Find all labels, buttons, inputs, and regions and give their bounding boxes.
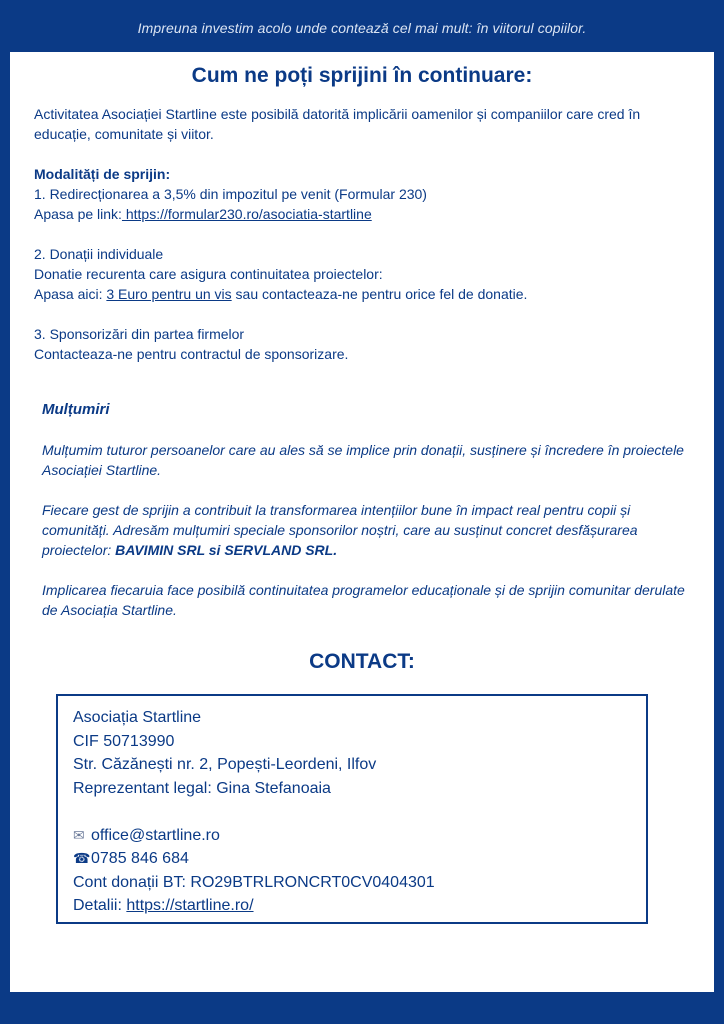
- support-item-1-title: 1. Redirecționarea a 3,5% din impozitul pe venit (Formular 230): [34, 186, 427, 202]
- thanks-paragraph-1: Mulțumim tuturor persoanelor care au ales să se implice prin donații, susținere și încredere în proiectele Asociației Startline.: [42, 442, 684, 478]
- contact-title: CONTACT:: [309, 650, 415, 673]
- support-item-2-prefix: Apasa aici:: [34, 286, 107, 302]
- contact-phone[interactable]: 0785 846 684: [91, 850, 189, 867]
- support-item-1-line: [34, 204, 684, 224]
- thanks-paragraph-2: [42, 500, 692, 560]
- contact-rep: Reprezentant legal: Gina Stefanoaia: [73, 779, 331, 797]
- contact-phone-line: [73, 847, 646, 871]
- contact-org: Asociația Startline: [73, 709, 202, 726]
- donation-link[interactable]: 3 Euro pentru un vis: [106, 286, 232, 302]
- support-item-2-line: [34, 284, 684, 304]
- contact-box: [56, 694, 648, 924]
- envelope-icon: ✉: [73, 826, 85, 843]
- contact-cif: CIF 50713990: [73, 732, 175, 750]
- thanks-heading: Mulțumiri: [42, 401, 110, 418]
- page-title: Cum ne poți sprijini în continuare:: [191, 64, 533, 87]
- thanks-section: [42, 400, 692, 620]
- intro-text: Activitatea Asociației Startline este posibilă datorită implicării oamenilor și companiilor care cred în educație, comunitate și viitor.: [34, 106, 641, 142]
- contact-email[interactable]: office@startline.ro: [91, 826, 220, 844]
- thanks-paragraph-3: Implicarea fiecaruia face posibilă continuitatea programelor educaționale și de sprijin comunitar derulate de Asociația Startline.: [42, 582, 685, 618]
- support-heading: Modalități de sprijin:: [34, 166, 171, 182]
- sponsors-names: BAVIMIN SRL si SERVLAND SRL.: [115, 542, 338, 558]
- thanks-paragraph-2-text: Fiecare gest de sprijin a contribuit la transformarea intențiilor bune în impact real pentru copii și comunități. Adresăm mulțumiri speciale sponsorilor noștri, care au susținut concret desfășurarea proiectelor:: [42, 502, 638, 558]
- contact-address: Str. Căzănești nr. 2, Popești-Leordeni, Ilfov: [73, 756, 377, 773]
- support-item-1-prefix: Apasa pe link:: [34, 206, 122, 222]
- contact-account: Cont donații BT: RO29BTRLRONCRT0CV0404301: [73, 873, 435, 891]
- phone-icon: ☎: [73, 850, 91, 866]
- formular230-link[interactable]: https://formular230.ro/asociatia-startline: [121, 206, 372, 222]
- top-banner: Impreuna investim acolo unde contează cel mai mult: în viitorul copiilor.: [137, 20, 587, 36]
- support-item-3-desc: Contacteaza-ne pentru contractul de sponsorizare.: [34, 346, 349, 362]
- contact-details-line: [73, 894, 646, 918]
- support-item-2-desc: Donatie recurenta care asigura continuitatea proiectelor:: [34, 266, 383, 282]
- contact-details-prefix: Detalii:: [73, 897, 127, 914]
- content-card: [10, 52, 714, 992]
- support-section: [34, 104, 684, 364]
- support-item-2-title: 2. Donații individuale: [34, 246, 164, 262]
- support-item-2-suffix: sau contacteaza-ne pentru orice fel de donatie.: [231, 286, 528, 302]
- contact-email-line: [73, 824, 646, 848]
- website-link[interactable]: https://startline.ro/: [126, 897, 254, 914]
- support-item-3-title: 3. Sponsorizări din partea firmelor: [34, 326, 245, 342]
